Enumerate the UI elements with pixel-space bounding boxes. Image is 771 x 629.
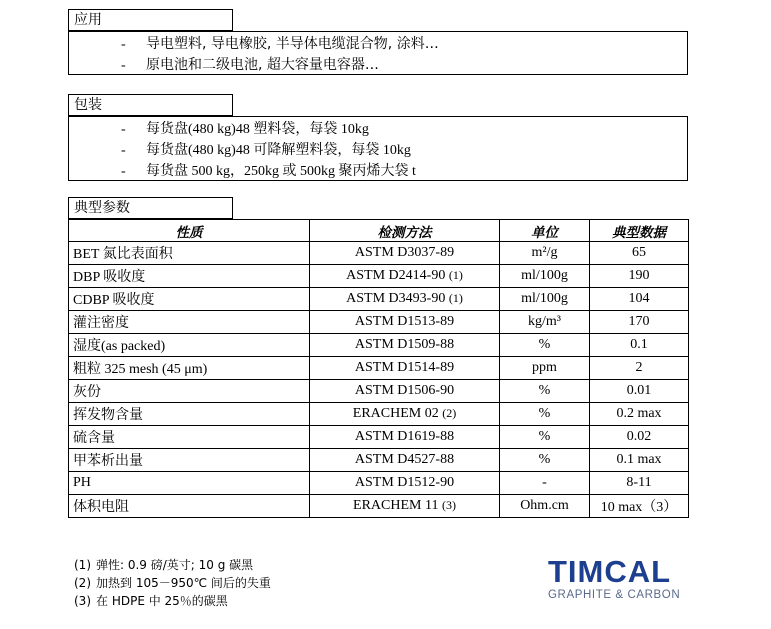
cell-unit: - — [500, 472, 590, 495]
method-note: (1) — [448, 291, 463, 305]
cell-value: 0.02 — [590, 426, 689, 449]
cell-value: 2 — [590, 357, 689, 380]
table-row — [69, 449, 689, 472]
params-body — [69, 242, 689, 518]
application-list — [69, 32, 687, 76]
footnote: (3) 在 HDPE 中 25％的碳黑 — [74, 594, 228, 608]
cell-method — [310, 288, 500, 311]
cell-unit: % — [500, 426, 590, 449]
method-note: (1) — [448, 268, 463, 282]
cell-property: 挥发物含量 — [69, 403, 310, 426]
cell-value: 0.01 — [590, 380, 689, 403]
cell-unit: % — [500, 380, 590, 403]
packaging-box — [68, 116, 688, 181]
footnotes — [74, 556, 271, 610]
table-row — [69, 311, 689, 334]
cell-property: BET 氮比表面积 — [69, 242, 310, 265]
cell-unit: Ohm.cm — [500, 495, 590, 518]
cell-property: DBP 吸收度 — [69, 265, 310, 288]
cell-unit: ppm — [500, 357, 590, 380]
cell-method — [310, 242, 500, 265]
cell-method — [310, 403, 500, 426]
list-item: - 导电塑料, 导电橡胶, 半导体电缆混合物, 涂料… — [121, 36, 439, 52]
cell-method — [310, 357, 500, 380]
application-title: 应用 — [68, 9, 233, 31]
cell-value: 10 max（3） — [590, 495, 689, 518]
cell-method — [310, 495, 500, 518]
table-row — [69, 403, 689, 426]
method-name: ASTM D1513-89 — [354, 314, 455, 329]
table-header-row — [69, 220, 689, 242]
table-row — [69, 334, 689, 357]
table-row — [69, 288, 689, 311]
cell-method — [310, 449, 500, 472]
packaging-title: 包装 — [68, 94, 233, 116]
params-table — [68, 219, 689, 518]
method-name: ASTM D1506-90 — [354, 383, 455, 398]
cell-property: 体积电阻 — [69, 495, 310, 518]
cell-property: CDBP 吸收度 — [69, 288, 310, 311]
cell-value: 0.2 max — [590, 403, 689, 426]
cell-method — [310, 334, 500, 357]
method-note: (3) — [441, 498, 456, 512]
list-item: - 每货盘 500 kg，250kg 或 500kg 聚丙烯大袋 t — [121, 164, 416, 179]
cell-method — [310, 472, 500, 495]
cell-method — [310, 380, 500, 403]
cell-unit: ml/100g — [500, 288, 590, 311]
method-name: ERACHEM 11 — [353, 498, 439, 513]
header-method: 检测方法 — [310, 220, 500, 242]
table-row — [69, 380, 689, 403]
cell-property: 灌注密度 — [69, 311, 310, 334]
logo-brand: TIMCAL — [548, 554, 672, 589]
table-row — [69, 242, 689, 265]
list-item: - 每货盘(480 kg)48 塑料袋，每袋 10kg — [121, 122, 369, 137]
cell-value: 170 — [590, 311, 689, 334]
method-name: ASTM D3037-89 — [354, 245, 455, 260]
cell-unit: ml/100g — [500, 265, 590, 288]
cell-property: 硫含量 — [69, 426, 310, 449]
cell-method — [310, 426, 500, 449]
table-row — [69, 426, 689, 449]
cell-unit: % — [500, 334, 590, 357]
cell-property: PH — [69, 472, 310, 495]
cell-unit: kg/m³ — [500, 311, 590, 334]
packaging-list — [69, 117, 687, 182]
header-property: 性质 — [69, 220, 310, 242]
logo-tagline: GRAPHITE & CARBON — [548, 589, 681, 601]
table-row — [69, 495, 689, 518]
table-row — [69, 472, 689, 495]
cell-unit: % — [500, 449, 590, 472]
params-title: 典型参数 — [68, 197, 233, 219]
method-name: ERACHEM 02 — [352, 406, 439, 421]
method-name: ASTM D2414-90 — [346, 268, 446, 283]
cell-property: 甲苯析出量 — [69, 449, 310, 472]
method-note: (2) — [442, 406, 457, 420]
cell-value: 190 — [590, 265, 689, 288]
method-name: ASTM D1514-89 — [354, 360, 455, 375]
cell-value: 104 — [590, 288, 689, 311]
cell-property: 粗粒 325 mesh (45 μm) — [69, 357, 310, 380]
cell-method — [310, 311, 500, 334]
footnote: (2) 加热到 105－950℃ 间后的失重 — [74, 576, 271, 590]
cell-unit: % — [500, 403, 590, 426]
method-name: ASTM D3493-90 — [346, 291, 446, 306]
cell-value: 0.1 max — [590, 449, 689, 472]
header-value: 典型数据 — [590, 220, 689, 242]
cell-value: 8-11 — [590, 472, 689, 495]
timcal-logo — [548, 556, 682, 604]
method-name: ASTM D4527-88 — [354, 452, 455, 467]
cell-value: 65 — [590, 242, 689, 265]
list-item: - 每货盘(480 kg)48 可降解塑料袋，每袋 10kg — [121, 143, 411, 158]
cell-property: 灰份 — [69, 380, 310, 403]
footnote: (1) 弹性: 0.9 磅/英寸; 10 g 碳黑 — [74, 558, 254, 572]
cell-property: 湿度(as packed) — [69, 334, 310, 357]
header-unit: 单位 — [500, 220, 590, 242]
method-name: ASTM D1512-90 — [354, 475, 455, 490]
application-box — [68, 31, 688, 75]
table-row — [69, 357, 689, 380]
method-name: ASTM D1619-88 — [354, 429, 455, 444]
method-name: ASTM D1509-88 — [354, 337, 455, 352]
cell-method — [310, 265, 500, 288]
table-row — [69, 265, 689, 288]
list-item: - 原电池和二级电池, 超大容量电容器… — [121, 57, 379, 73]
cell-value: 0.1 — [590, 334, 689, 357]
cell-unit: m²/g — [500, 242, 590, 265]
